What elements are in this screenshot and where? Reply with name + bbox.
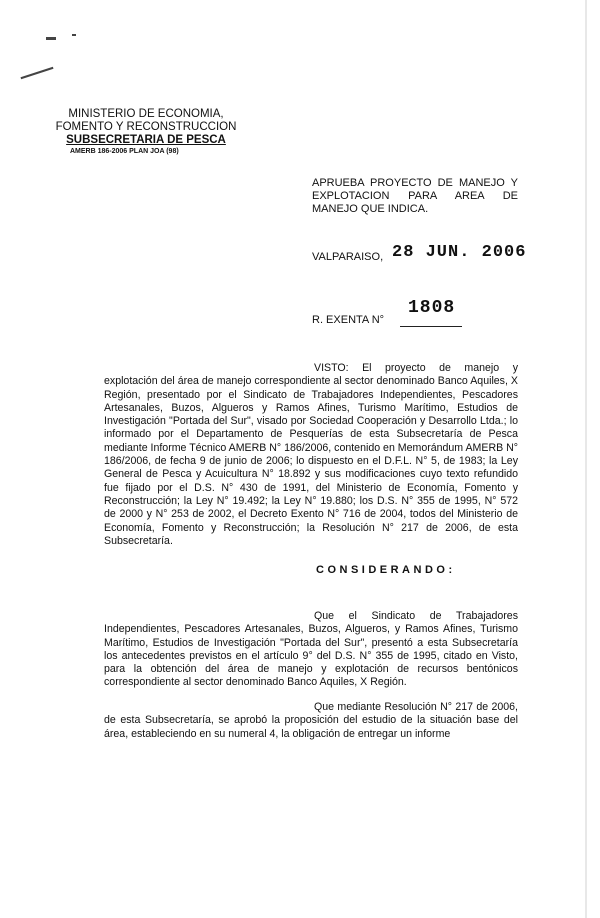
resolution-number: 1808 xyxy=(408,298,456,318)
place-label: VALPARAISO, xyxy=(312,251,384,263)
reference-code: AMERB 186-2006 PLAN JOA (98) xyxy=(70,148,179,155)
title-line-2: EXPLOTACION PARA AREA DE xyxy=(312,190,518,202)
letterhead xyxy=(46,108,246,156)
considerando-heading: CONSIDERANDO: xyxy=(316,564,456,576)
visto-paragraph xyxy=(104,362,518,548)
subsecretaria-line: SUBSECRETARIA DE PESCA xyxy=(66,134,226,146)
exenta-label: R. EXENTA N° xyxy=(312,314,385,326)
considerando-paragraph-2 xyxy=(104,701,518,741)
considerando-paragraph-1 xyxy=(104,610,518,690)
ministry-line-2: FOMENTO Y RECONSTRUCCION xyxy=(55,121,237,133)
date-stamp: 28 JUN. 2006 xyxy=(392,243,527,262)
scan-mark-stroke xyxy=(21,67,54,79)
visto-text: El proyecto de manejo y explotación del área de manejo correspondiente al sector denominado Banco Aquiles, X Región, presentado por el Sindicato de Trabajadores Independientes, Pescadores Artesanales, Buzos, Algueros y Ramos Afines, Turismo Marítimo, Estudios de Investigación "Portada del Sur", visado por Sociedad Cooperación y Desarrollo Ltda.; lo informado por el Departamento de Pesquerías de esta Subsecretaría de Pesca mediante Informe Técnico AMERB N° 186/2006, contenido en Memorándum AMERB N° 186/2006, de fecha 9 de junio de 2006; lo dispuesto en el D.F.L. N° 5, de 1983; la Ley General de Pesca y Acuicultura N° 18.892 y sus modificaciones cuyo texto refundido fue fijado por el D.S. N° 430 de 1991, del Ministerio de Economía, Fomento y Reconstrucción; la Ley N° 19.492; la Ley N° 19.880; los D.S. N° 355 de 1995, N° 572 de 2000 y N° 253 de 2002, el Decreto Exento N° 716 de 2004, todos del Ministerio de Economía, Fomento y Reconstrucción; la Resolución N° 217 de 2006, de esta Subsecretaría. xyxy=(104,362,518,547)
scan-mark-dash xyxy=(72,34,76,36)
visto-label: VISTO: xyxy=(314,362,349,374)
title-line-1: APRUEBA PROYECTO DE MANEJO Y xyxy=(312,177,518,189)
page-edge-shadow xyxy=(585,0,587,918)
resolution-underline xyxy=(400,326,462,327)
considerando-2-text: Que mediante Resolución N° 217 de 2006, de esta Subsecretaría, se aprobó la proposición del estudio de la situación base del área, estableciendo en su numeral 4, la obligación de entregar un informe xyxy=(104,701,518,740)
title-line-3: MANEJO QUE INDICA. xyxy=(312,203,429,215)
scan-mark-dot xyxy=(46,37,56,40)
ministry-line-1: MINISTERIO DE ECONOMIA, xyxy=(68,108,224,120)
considerando-1-text: Que el Sindicato de Trabajadores Independientes, Pescadores Artesanales, Buzos, Algueros, y Ramos Afines, Turismo Marítimo, Estudios de Investigación "Portada del Sur", presentó a esta Subsecretaría los antecedentes previstos en el artículo 9° del D.S. N° 355 de 1995, citado en Visto, para la obtención del área de manejo y explotación de recursos bentónicos correspondiente al sector denominado Banco Aquiles, X Región. xyxy=(104,610,518,689)
resolution-title xyxy=(312,177,518,216)
